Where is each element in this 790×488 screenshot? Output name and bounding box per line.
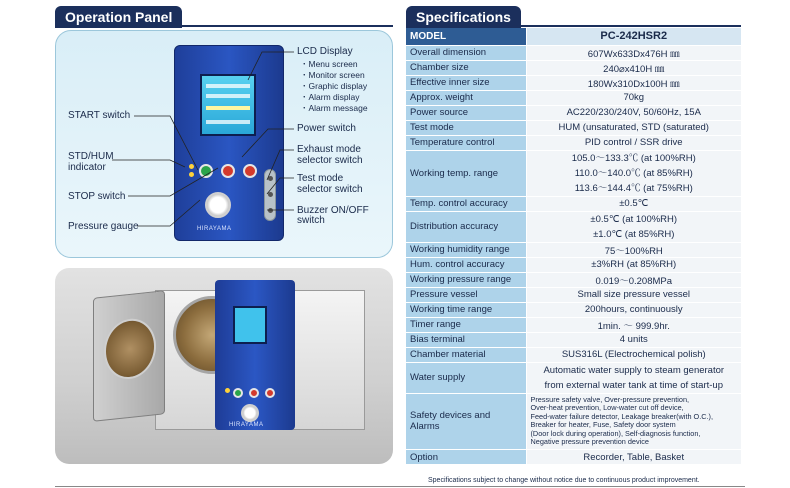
- start-switch[interactable]: [199, 164, 213, 178]
- spec-key: Working humidity range: [406, 242, 526, 257]
- exhaust-mode-callout-1: Exhaust mode: [297, 144, 361, 155]
- spec-value-line: 105.0～133.3℃ (at 100%RH): [571, 152, 696, 164]
- operation-panel-rule: [55, 25, 393, 27]
- spec-value-line: Over-heat prevention, Low-water cut off device,: [530, 403, 684, 413]
- test-mode-callout-1: Test mode: [297, 173, 344, 184]
- spec-row: [406, 45, 741, 60]
- test-mode-callout-2: selector switch: [297, 184, 363, 195]
- spec-value-line: 607Wx633Dx476H ㎜: [587, 48, 680, 60]
- spec-value-line: ±0.5℃ (at 100%RH): [590, 213, 678, 225]
- lcd-item-3: ・Graphic display: [300, 81, 368, 91]
- spec-row: [406, 105, 741, 120]
- spec-value-line: ±1.0℃ (at 85%RH): [593, 228, 675, 240]
- spec-key: Timer range: [406, 317, 526, 332]
- hum-indicator-led: [189, 172, 194, 177]
- spec-value-line: 70kg: [623, 92, 645, 103]
- spec-value: [526, 75, 741, 90]
- exhaust-mode-callout-2: selector switch: [297, 155, 363, 166]
- spec-value: [526, 317, 741, 332]
- spec-row: [406, 75, 741, 90]
- spec-row: [406, 196, 741, 211]
- lcd-screen: [200, 74, 256, 136]
- spec-row: [406, 272, 741, 287]
- unit-lcd: [233, 306, 267, 344]
- spec-key: Effective inner size: [406, 75, 526, 90]
- spec-value: [526, 120, 741, 135]
- spec-value: [526, 302, 741, 317]
- spec-row: [406, 393, 741, 450]
- model-label: MODEL: [406, 28, 526, 45]
- spec-key: Chamber size: [406, 60, 526, 75]
- spec-row: [406, 150, 741, 196]
- pressure-gauge-callout: Pressure gauge: [68, 221, 139, 232]
- spec-row: [406, 60, 741, 75]
- spec-value: [526, 242, 741, 257]
- specifications-rule: [406, 25, 741, 27]
- power-switch-callout: Power switch: [297, 123, 356, 134]
- spec-value-line: Feed-water failure detector, Leakage breaker(with O.C.),: [530, 411, 714, 421]
- unit-front-panel: [215, 280, 295, 430]
- spec-key: Working pressure range: [406, 272, 526, 287]
- spec-value-line: SUS316L (Electrochemical polish): [561, 349, 706, 360]
- lcd-display-callout: LCD Display: [297, 46, 353, 57]
- spec-key: Safety devices and Alarms: [406, 393, 526, 450]
- spec-row: [406, 287, 741, 302]
- spec-key: Approx. weight: [406, 90, 526, 105]
- stop-switch[interactable]: [221, 164, 235, 178]
- spec-row: [406, 317, 741, 332]
- spec-value: [526, 211, 741, 242]
- spec-value: [526, 347, 741, 362]
- spec-value-line: 110.0～140.0℃ (at 85%RH): [574, 167, 693, 179]
- spec-key: Water supply: [406, 362, 526, 393]
- operation-panel-title: Operation Panel: [55, 6, 182, 28]
- spec-key: Bias terminal: [406, 332, 526, 347]
- spec-value: [526, 150, 741, 196]
- mode-selector-switches[interactable]: [264, 169, 276, 221]
- unit-door: [93, 290, 165, 422]
- spec-value-line: 1min. ～ 999.9hr.: [597, 320, 670, 332]
- spec-value-line: 113.6～144.4℃ (at 75%RH): [574, 182, 693, 194]
- spec-row: [406, 242, 741, 257]
- std-hum-callout-2: indicator: [68, 162, 106, 173]
- spec-value: [526, 272, 741, 287]
- spec-key: Overall dimension: [406, 45, 526, 60]
- model-value: PC-242HSR2: [526, 28, 741, 45]
- spec-value: [526, 362, 741, 393]
- spec-footnote: Specifications subject to change without notice due to continuous product improvement.: [428, 477, 700, 484]
- spec-row: [406, 362, 741, 393]
- power-switch[interactable]: [243, 164, 257, 178]
- spec-value-line: 4 units: [619, 334, 648, 345]
- spec-value: [526, 90, 741, 105]
- spec-value-line: 75～100%RH: [604, 245, 663, 257]
- spec-key: Test mode: [406, 120, 526, 135]
- spec-value-line: PID control / SSR drive: [584, 137, 683, 148]
- spec-value-line: 180Wx310Dx100H ㎜: [587, 78, 680, 90]
- buzzer-callout-2: switch: [297, 215, 325, 226]
- spec-value-line: from external water tank at time of start-up: [544, 379, 723, 391]
- spec-value: [526, 135, 741, 150]
- spec-value-line: 0.019～0.208MPa: [595, 275, 673, 287]
- spec-key: Working time range: [406, 302, 526, 317]
- photo-brand-label: HIRAYAMA: [229, 422, 264, 428]
- spec-header-row: [406, 28, 741, 45]
- lcd-item-5: ・Alarm message: [300, 103, 368, 113]
- bottom-rule: [55, 486, 745, 487]
- spec-key: Distribution accuracy: [406, 211, 526, 242]
- spec-row: [406, 347, 741, 362]
- spec-value-line: Breaker for heater, Fuse, Safety door system: [530, 420, 676, 430]
- spec-value-line: Negative pressure prevention device: [530, 437, 649, 447]
- spec-key: Pressure vessel: [406, 287, 526, 302]
- spec-key: Option: [406, 450, 526, 465]
- spec-value-line: (Door lock during operation), Self-diagnosis function,: [530, 428, 701, 438]
- start-switch-callout: START switch: [68, 110, 131, 121]
- spec-row: [406, 135, 741, 150]
- spec-value-line: AC220/230/240V, 50/60Hz, 15A: [566, 107, 701, 118]
- spec-value-line: HUM (unsaturated, STD (saturated): [558, 122, 709, 133]
- lcd-item-2: ・Monitor screen: [300, 70, 365, 80]
- device-brand-label: HIRAYAMA: [197, 226, 232, 232]
- spec-value: [526, 45, 741, 60]
- spec-key: Hum. control accuracy: [406, 257, 526, 272]
- lcd-item-1: ・Menu screen: [300, 59, 358, 69]
- spec-value-line: Automatic water supply to steam generator: [543, 364, 725, 376]
- std-hum-callout-1: STD/HUM: [68, 151, 114, 162]
- spec-value: [526, 105, 741, 120]
- spec-key: Working temp. range: [406, 150, 526, 196]
- spec-row: [406, 90, 741, 105]
- spec-table: [406, 28, 741, 465]
- spec-key: Chamber material: [406, 347, 526, 362]
- spec-value-line: Pressure safety valve, Over-pressure prevention,: [530, 394, 690, 404]
- spec-value: [526, 196, 741, 211]
- spec-row: [406, 120, 741, 135]
- spec-key: Power source: [406, 105, 526, 120]
- spec-value-line: ±0.5℃: [619, 198, 649, 209]
- spec-key: Temperature control: [406, 135, 526, 150]
- spec-value: [526, 287, 741, 302]
- spec-row: [406, 450, 741, 465]
- spec-key: Temp. control accuracy: [406, 196, 526, 211]
- product-photo: [55, 268, 393, 464]
- buzzer-callout-1: Buzzer ON/OFF: [297, 205, 369, 216]
- specifications-title: Specifications: [406, 6, 521, 28]
- pressure-gauge: [205, 192, 231, 218]
- spec-value: [526, 257, 741, 272]
- lcd-item-4: ・Alarm display: [300, 92, 360, 102]
- spec-row: [406, 302, 741, 317]
- spec-value: [526, 60, 741, 75]
- spec-row: [406, 332, 741, 347]
- spec-value: [526, 450, 741, 465]
- spec-value: [526, 332, 741, 347]
- stop-switch-callout: STOP switch: [68, 191, 126, 202]
- spec-row: [406, 257, 741, 272]
- spec-value-line: Small size pressure vessel: [577, 289, 690, 300]
- spec-value: [526, 393, 741, 450]
- spec-value-line: ±3%RH (at 85%RH): [591, 259, 677, 270]
- spec-value-line: Recorder, Table, Basket: [583, 451, 685, 463]
- spec-row: [406, 211, 741, 242]
- spec-value-line: 240⌀x410H ㎜: [603, 63, 665, 75]
- std-indicator-led: [189, 164, 194, 169]
- spec-value-line: 200hours, continuously: [584, 304, 683, 315]
